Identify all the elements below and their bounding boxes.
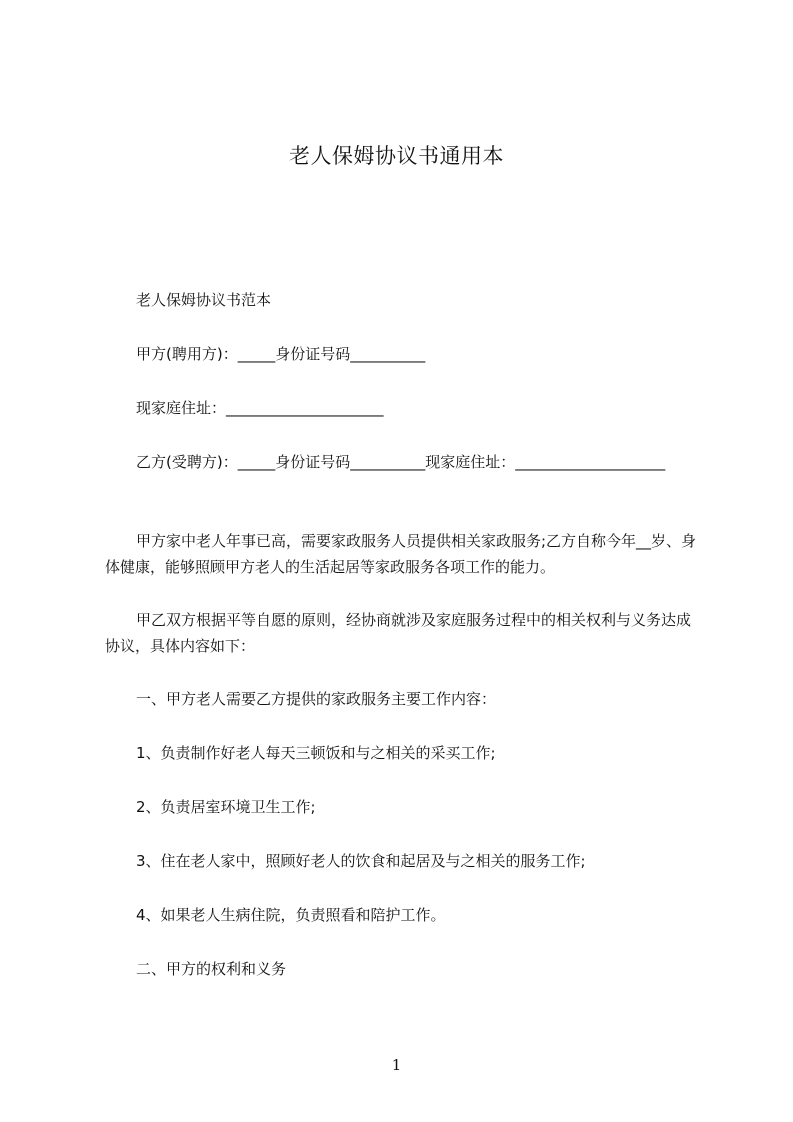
list-item-3: 3、住在老人家中，照顾好老人的饮食和起居及与之相关的服务工作; — [136, 852, 586, 870]
paragraph-party-a-address: 现家庭住址：_____________________ — [136, 399, 384, 417]
paragraph-subtitle: 老人保姆协议书范本 — [136, 291, 272, 309]
list-item-2: 2、负责居室环境卫生工作; — [136, 798, 316, 816]
page-number: 1 — [391, 1056, 402, 1074]
paragraph-background: 甲方家中老人年事已高，需要家政服务人员提供相关家政服务;乙方自称今年__岁、身体健康，能够照顾甲方老人的生活起居等家政服务各项工作的能力。 — [105, 532, 697, 576]
document-title: 老人保姆协议书通用本 — [289, 144, 504, 168]
paragraph-party-a: 甲方(聘用方)：_____身份证号码__________ — [136, 345, 426, 363]
paragraph-party-b: 乙方(受聘方)：_____身份证号码__________现家庭住址：____________________ — [136, 453, 666, 471]
section-heading-2: 二、甲方的权利和义务 — [136, 960, 287, 978]
list-item-4: 4、如果老人生病住院，负责照看和陪护工作。 — [136, 906, 446, 924]
section-heading-1: 一、甲方老人需要乙方提供的家政服务主要工作内容： — [136, 690, 497, 708]
paragraph-agreement-basis: 甲乙双方根据平等自愿的原则，经协商就涉及家庭服务过程中的相关权利与义务达成协议，具体内容如下： — [105, 611, 692, 655]
list-item-1: 1、负责制作好老人每天三顿饭和与之相关的采买工作; — [136, 744, 496, 762]
